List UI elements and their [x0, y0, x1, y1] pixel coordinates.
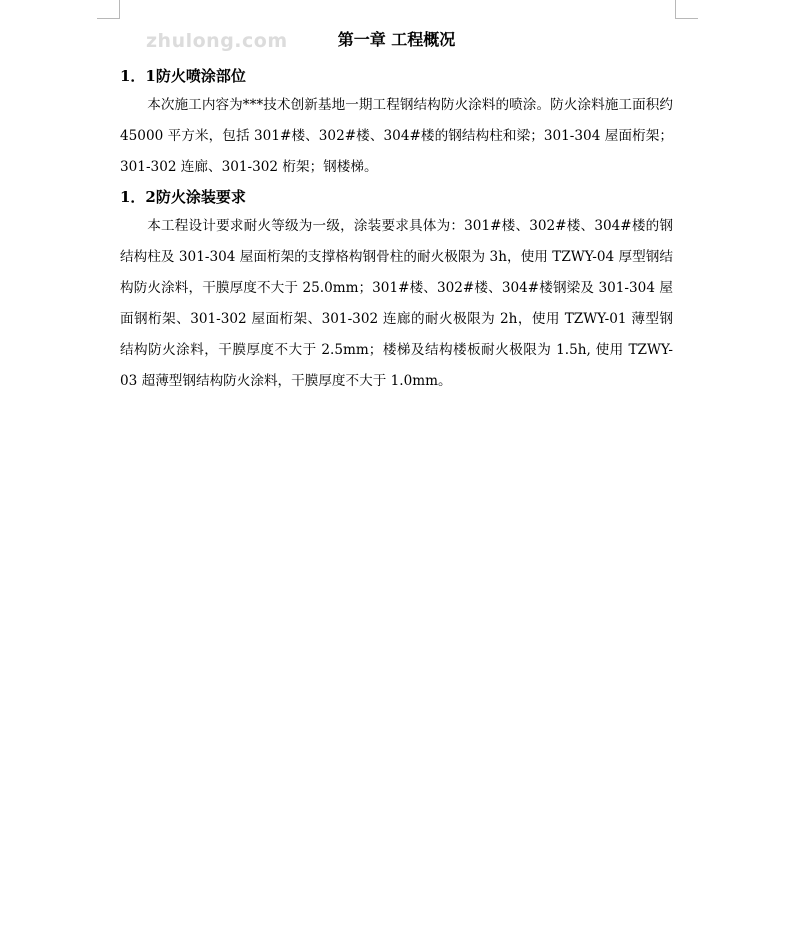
chapter-title: 第一章 工程概况 [337, 30, 456, 49]
watermark: zhulong.com [146, 30, 288, 52]
section-paragraph-1: 本次施工内容为***技术创新基地一期工程钢结构防火涂料的喷涂。防火涂料施工面积约 45000 平方米，包括 301#楼、302#楼、304#楼的钢结构柱和梁；301-304 屋面桁架；301-302 连廊、301-302 桁架；钢楼梯。 [120, 97, 673, 175]
crop-mark-top-left [97, 0, 120, 19]
section-heading-2: 1．2防火涂装要求 [120, 188, 246, 206]
crop-mark-top-right [675, 0, 698, 19]
section-heading-1: 1．1防火喷涂部位 [120, 67, 246, 85]
document-body [120, 26, 673, 397]
section-paragraph-2: 本工程设计要求耐火等级为一级，涂装要求具体为：301#楼、302#楼、304#楼的钢结构柱及 301-304 屋面桁架的支撑格构钢骨柱的耐火极限为 3h，使用 TZWY-04 厚型钢结构防火涂料，干膜厚度不大于 25.0mm；301#楼、302#楼、304#楼钢梁及 301-304 屋面钢桁架、301-302 屋面桁架、301-302 连廊的耐火极限为 2h，使用 TZWY-01 薄型钢结构防火涂料，干膜厚度不大于 2.5mm；楼梯及结构楼板耐火极限为 1.5h, 使用 TZWY-03 超薄型钢结构防火涂料，干膜厚度不大于 1.0mm。 [120, 218, 673, 389]
